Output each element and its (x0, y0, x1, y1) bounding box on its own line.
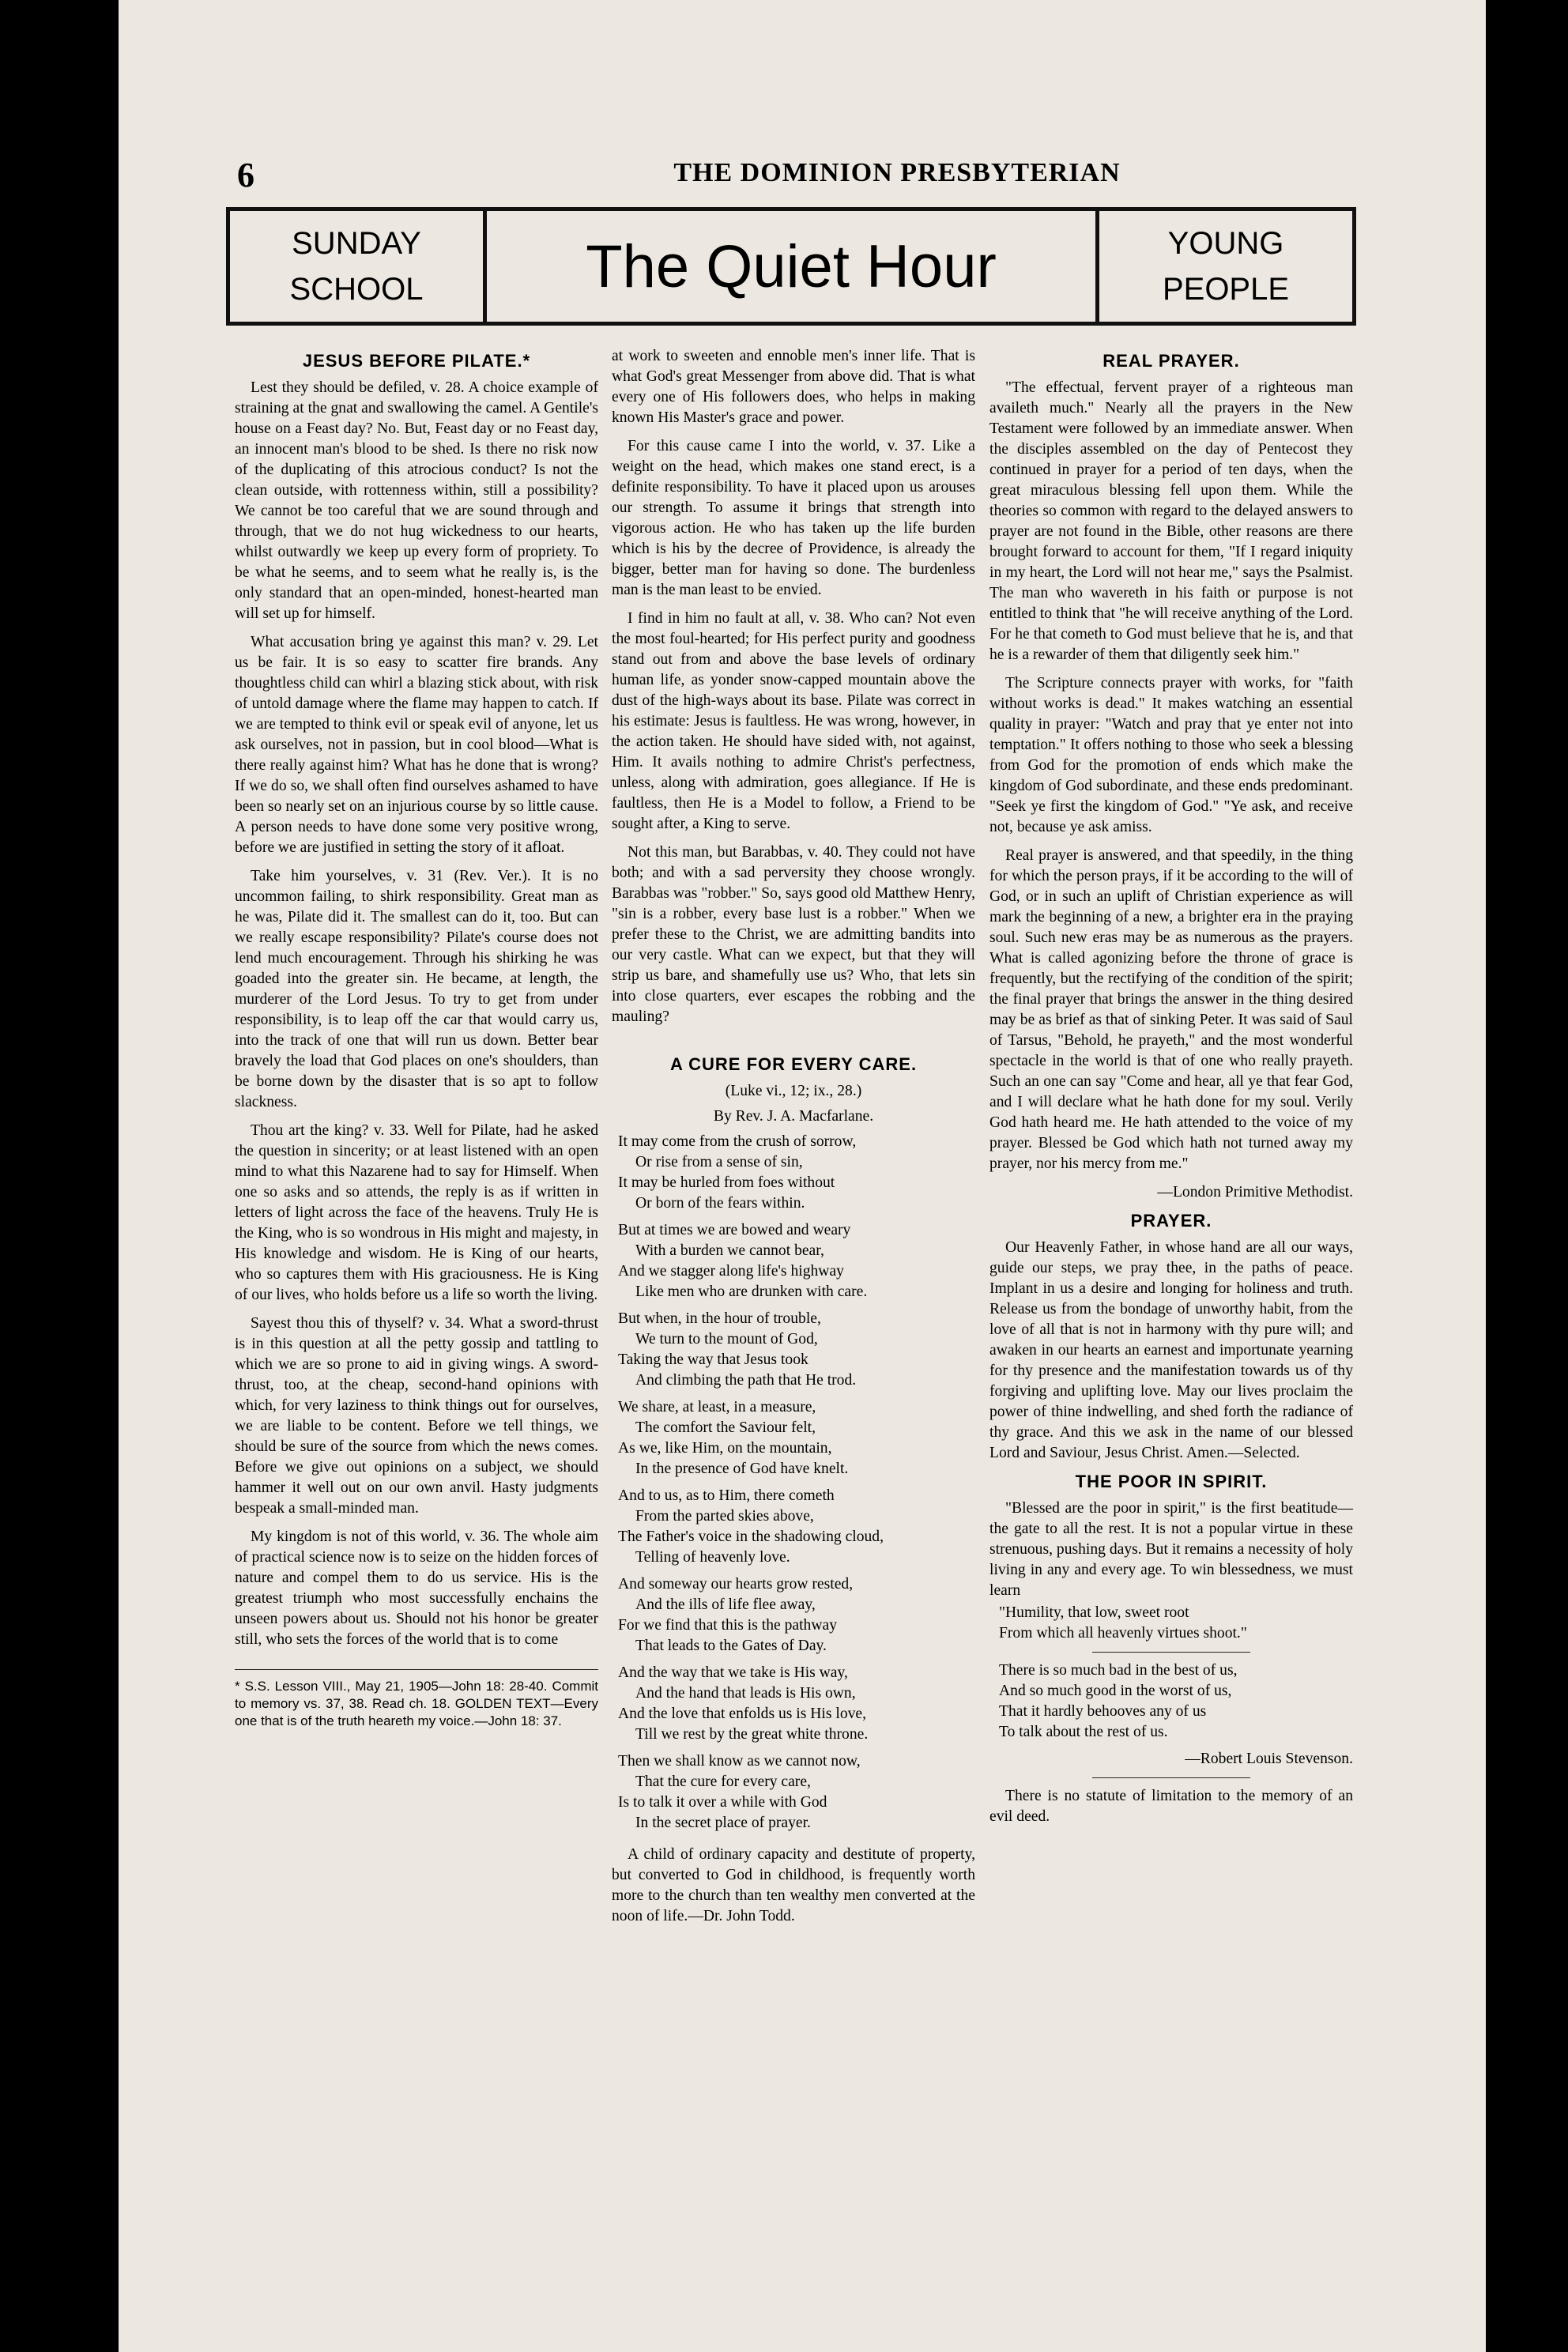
source-credit: —London Primitive Methodist. (1157, 1184, 1353, 1200)
poem-title: A CURE FOR EVERY CARE. (669, 1054, 918, 1074)
verse-quote (999, 1660, 1353, 1743)
paragraph: For this cause came I into the world, v. 37. Like a weight on the head, which makes one stand erect, is a definite responsibility. To have it placed upon us arouses our strength. To assume it brings that strength into vigorous action. He who has taken up the life burden which is his by the decree of Providence, is already the bigger, better man for having so done. The burdenless man is the man least to be envied. (612, 438, 975, 598)
paragraph: Thou art the king? v. 33. Well for Pilate, had he asked the question in sincerity; or at least listened with an open mind to what this Nazarene had to say for Himself. When one so asks and so attends, the reply is as if written in letters of light across the face of the heavens. Truly He is the King, who is so wondrous in His might and majesty, in His knowledge and wisdom. He is King of our hearts, who so captures them with His graciousness. He is King of our lives, who holds before us a life so worth the living. (235, 1122, 598, 1303)
poem-line: But when, in the hour of trouble, (618, 1310, 821, 1327)
poem-line: We turn to the mount of God, (635, 1331, 818, 1348)
poem-line: Till we rest by the great white throne. (635, 1726, 869, 1743)
footnote: * S.S. Lesson VIII., May 21, 1905—John 18: 28-40. Commit to memory vs. 37, 38. Read ch. 18. GOLDEN TEXT—Every one that is of the truth heareth my voice.—John 18: 37. (235, 1669, 598, 1730)
poem-line: With a burden we cannot bear, (635, 1242, 824, 1259)
poem-line: Telling of heavenly love. (635, 1549, 790, 1566)
masthead-right-line: YOUNG (1167, 226, 1284, 261)
poem-stanza (618, 1574, 975, 1657)
masthead-right (1099, 211, 1352, 322)
running-head: THE DOMINION PRESBYTERIAN (673, 158, 1121, 187)
poem-line: Like men who are drunken with care. (635, 1283, 868, 1300)
poem-line: Then we shall know as we cannot now, (618, 1753, 861, 1770)
verse-quote (999, 1603, 1353, 1644)
paragraph: Lest they should be defiled, v. 28. A choice example of straining at the gnat and swallowing the camel. A Gentile's house on a Feast day? No. But, Feast day or no Feast day, an innocent man's blood to be shed. Is there no risk now of the duplicating of this atrocious conduct? Is not the clean outside, with rottenness within, still a possibility? We cannot be too careful that we are sound through and through, that we do not hug wickedness to our hearts, whilst outwardly we keep up every form of propriety. To be what he seems, and to seem what he really is, is the only standard that an open-minded, honest-hearted man will set up for himself. (235, 379, 598, 622)
poem-line: Taking the way that Jesus took (618, 1351, 808, 1368)
poem-line: The Father's voice in the shadowing cloud, (618, 1528, 884, 1545)
paragraph: What accusation bring ye against this man? v. 29. Let us be fair. It is so easy to scatter fire brands. Any thoughtless child can whirl a blazing stick about, with risk of untold damage where the flame may happen to catch. If we are tempted to think evil or speak evil of anyone, let us ask ourselves, not in passion, but in cool blood—What is there really against him? What has he done that is wrong? If we do so, we shall often find ourselves ashamed to have been so nearly set on an injurious course by so little cause. A person needs to have done some very positive wrong, before we are justified in setting the story of it afloat. (235, 634, 598, 856)
author-signature: —Robert Louis Stevenson. (1185, 1751, 1353, 1767)
poem-line: And we stagger along life's highway (618, 1263, 844, 1280)
paragraph: I find in him no fault at all, v. 38. Who can? Not even the most foul-hearted; for His perfect purity and goodness stand out from and above the base levels of ordinary human life, as yonder snow-capped mountain above the dust of the high-ways about its base. Pilate was correct in his estimate: Jesus is faultless. He was wrong, however, in the action taken. He should have sided with, not against, Him. It avails nothing to admire Christ's perfectness, unless, along with admiration, goes allegiance. If He is faultless, then He is a Model to follow, a Friend to be sought after, a King to serve. (612, 610, 975, 832)
article-title: JESUS BEFORE PILATE.* (302, 351, 531, 371)
poem-line: In the presence of God have knelt. (635, 1461, 849, 1477)
masthead-left-line: SUNDAY (292, 226, 421, 261)
paragraph: My kingdom is not of this world, v. 36. The whole aim of practical science now is to seize on the hidden forces of nature and compel them to do us service. His is the greatest triumph who most successfully enchains the unseen powers about us. Should not his honor be greater still, who sets the forces of the world that is to come (235, 1528, 598, 1648)
poem-line: It may be hurled from foes without (618, 1174, 835, 1191)
poem-byline: By Rev. J. A. Macfarlane. (713, 1108, 874, 1125)
article-title: REAL PRAYER. (1102, 351, 1240, 371)
poem-line: We share, at least, in a measure, (618, 1399, 816, 1415)
paragraph: Sayest thou this of thyself? v. 34. What a sword-thrust is in this question at all the petty gossip and tattling to which we are so prone to aid in giving wings. A sword-thrust, too, at the cheap, second-hand opinions with which, for very laziness to think things out for ourselves, we are liable to be content. Before we tell things, we should be sure of the source from which the news comes. Before we give out opinions on a subject, we should hammer it well out on our own anvil. Hasty judgments bespeak a small-minded man. (235, 1315, 598, 1517)
poem-line: And climbing the path that He trod. (635, 1372, 857, 1389)
poem-line: Or rise from a sense of sin, (635, 1154, 803, 1170)
poem-reference: (Luke vi., 12; ix., 28.) (725, 1083, 862, 1099)
poem-line: And the way that we take is His way, (618, 1664, 848, 1681)
verse-line: From which all heavenly virtues shoot." (999, 1625, 1247, 1642)
masthead-title: The Quiet Hour (483, 211, 1099, 322)
column-right (989, 346, 1353, 1835)
closing-paragraph: A child of ordinary capacity and destitute of property, but converted to God in childhood, is frequently worth more to the church than ten wealthy men converted at the noon of life.—Dr. John Todd. (612, 1846, 975, 1924)
paragraph: Our Heavenly Father, in whose hand are all our ways, guide our steps, we pray thee, in the paths of peace. Implant in us a desire and longing for holiness and truth. Release us from the bondage of unworthy habit, from the love of all that is not in harmony with thy pure will; and awaken in our hearts an earnest and importunate yearning for thy presence and the manifestation towards us of thy forgiving and uplifting love. May our lives proclaim the power of thine indwelling, and shed forth the radiance of thy grace. And this we ask in the name of our blessed Lord and Saviour, Jesus Christ. Amen.—Selected. (989, 1239, 1353, 1461)
verse-line: That it hardly behooves any of us (999, 1703, 1207, 1720)
poem-line: For we find that this is the pathway (618, 1617, 837, 1634)
masthead (226, 207, 1356, 326)
verse-line: "Humility, that low, sweet root (999, 1604, 1189, 1621)
poem-stanza (618, 1663, 975, 1745)
poem-line: And the hand that leads is His own, (635, 1685, 856, 1702)
poem-line: And the ills of life flee away, (635, 1596, 816, 1613)
poem-line: As we, like Him, on the mountain, (618, 1440, 832, 1457)
poem-line: Or born of the fears within. (635, 1195, 805, 1212)
poem-line: That the cure for every care, (635, 1773, 811, 1790)
paragraph: There is no statute of limitation to the memory of an evil deed. (989, 1788, 1353, 1825)
divider (1092, 1777, 1250, 1778)
paragraph: "The effectual, fervent prayer of a righteous man availeth much." Nearly all the prayers in the New Testament were followed by an immediate answer. When the disciples assembled on the day of Pentecost they continued in prayer for a period of ten days, when the great miraculous blessing fell upon them. While the theories so common with regard to the delayed answers to prayer are not found in the Bible, other reasons are there brought forward to account for them, "If I regard iniquity in my heart, the Lord will not hear me," says the Psalmist. The man who wavereth in his faith or purpose is not entitled to think that "he will receive anything of the Lord. For he that cometh to God must believe that he is, and that he is a rewarder of them that diligently seek him." (989, 379, 1353, 663)
poem-stanza (618, 1486, 975, 1568)
masthead-left (230, 211, 483, 322)
poem-line: And to us, as to Him, there cometh (618, 1487, 835, 1504)
verse-line: There is so much bad in the best of us, (999, 1662, 1238, 1679)
article-title: PRAYER. (1130, 1211, 1212, 1231)
divider (1092, 1652, 1250, 1653)
paragraph: Real prayer is answered, and that speedily, in the thing for which the person prays, if it be according to the will of God, or in such an uplift of Christian experience as will mark the beginning of a new, a brighter era in the praying soul. Such new eras may be as numerous as the prayers. What is called agonizing before the throne of grace is frequently, but the rectifying of the condition of the spirit; the final prayer that brings the answer in the thing desired may be as brief as that of sinking Peter. It was said of Saul of Tarsus, "Behold, he prayeth," and the most wonderful spectacle in the world is that of one who really prayeth. Such an one can say "Come and hear, all ye that fear God, and I will declare what he hath done for my soul. Verily God hath heard me. He hath attended to the voice of my prayer. Blessed be God which hath not turned away my prayer, nor his mercy from me." (989, 847, 1353, 1172)
masthead-left-line: SCHOOL (289, 272, 424, 307)
poem-stanza (618, 1220, 975, 1302)
verse-line: And so much good in the worst of us, (999, 1683, 1232, 1699)
poem-stanza (618, 1751, 975, 1834)
poem-line: From the parted skies above, (635, 1508, 814, 1525)
poem-line: But at times we are bowed and weary (618, 1222, 851, 1238)
newspaper-page (119, 0, 1486, 2352)
article-title: THE POOR IN SPIRIT. (1075, 1472, 1268, 1491)
poem-line: In the secret place of prayer. (635, 1815, 811, 1831)
paragraph: "Blessed are the poor in spirit," is the first beatitude—the gate to all the rest. It is not a popular virtue in these strenuous, pushing days. But it remains a necessity of holy living in any and every age. To win blessedness, we must learn (989, 1500, 1353, 1599)
page-number: 6 (237, 156, 254, 194)
poem-line: It may come from the crush of sorrow, (618, 1133, 857, 1150)
paragraph: The Scripture connects prayer with works, for "faith without works is dead." It makes watching an essential quality in prayer: "Watch and pray that ye enter not into temptation." It offers nothing to those who seek a blessing from God for the promotion of ends which make the kingdom of God subordinate, and these ends predominant. "Seek ye first the kingdom of God." "Ye ask, and receive not, because ye ask amiss. (989, 675, 1353, 835)
paragraph: at work to sweeten and ennoble men's inner life. That is what God's great Messenger from above did. That is what every one of His followers does, who helps in making known His Master's grace and power. (612, 348, 975, 426)
paragraph: Not this man, but Barabbas, v. 40. They could not have both; and with a sad perversity they choose wrongly. Barabbas was "robber." So, says good old Matthew Henry, "sin is a robber, every base lust is a robber." When we prefer these to the Christ, we are admitting bandits into our very castle. What can we expect, but that they will strip us bare, and shamefully use us? Who, that lets sin into close quarters, ever escapes the robbing and the mauling? (612, 844, 975, 1025)
poem-stanza (618, 1309, 975, 1391)
poem-line: And the love that enfolds us is His love, (618, 1706, 867, 1722)
column-left (235, 346, 598, 1730)
paragraph: Take him yourselves, v. 31 (Rev. Ver.). It is no uncommon failing, to shirk responsibility. Great man as he was, Pilate did it. The smallest can do it, too. But can we really escape responsibility? Pilate's course does not lend much encouragement. Through his shirking he was goaded into the greater sin. He became, at length, the murderer of the Lord Jesus. To try to get from under responsibility, is to leap off the car that would carry us, into the track of one that will run us down. Better bear bravely the load that God places on one's shoulders, than be borne down by the disaster that is so apt to follow slackness. (235, 868, 598, 1110)
poem-stanza (618, 1397, 975, 1479)
verse-line: To talk about the rest of us. (999, 1724, 1168, 1740)
poem-line: Is to talk it over a while with God (618, 1794, 827, 1811)
masthead-right-line: PEOPLE (1162, 272, 1290, 307)
poem-line: That leads to the Gates of Day. (635, 1638, 827, 1654)
column-middle (612, 346, 975, 1935)
poem-line: And someway our hearts grow rested, (618, 1576, 854, 1592)
poem-line: The comfort the Saviour felt, (635, 1419, 816, 1436)
poem-stanza (618, 1132, 975, 1214)
poem (612, 1132, 975, 1834)
